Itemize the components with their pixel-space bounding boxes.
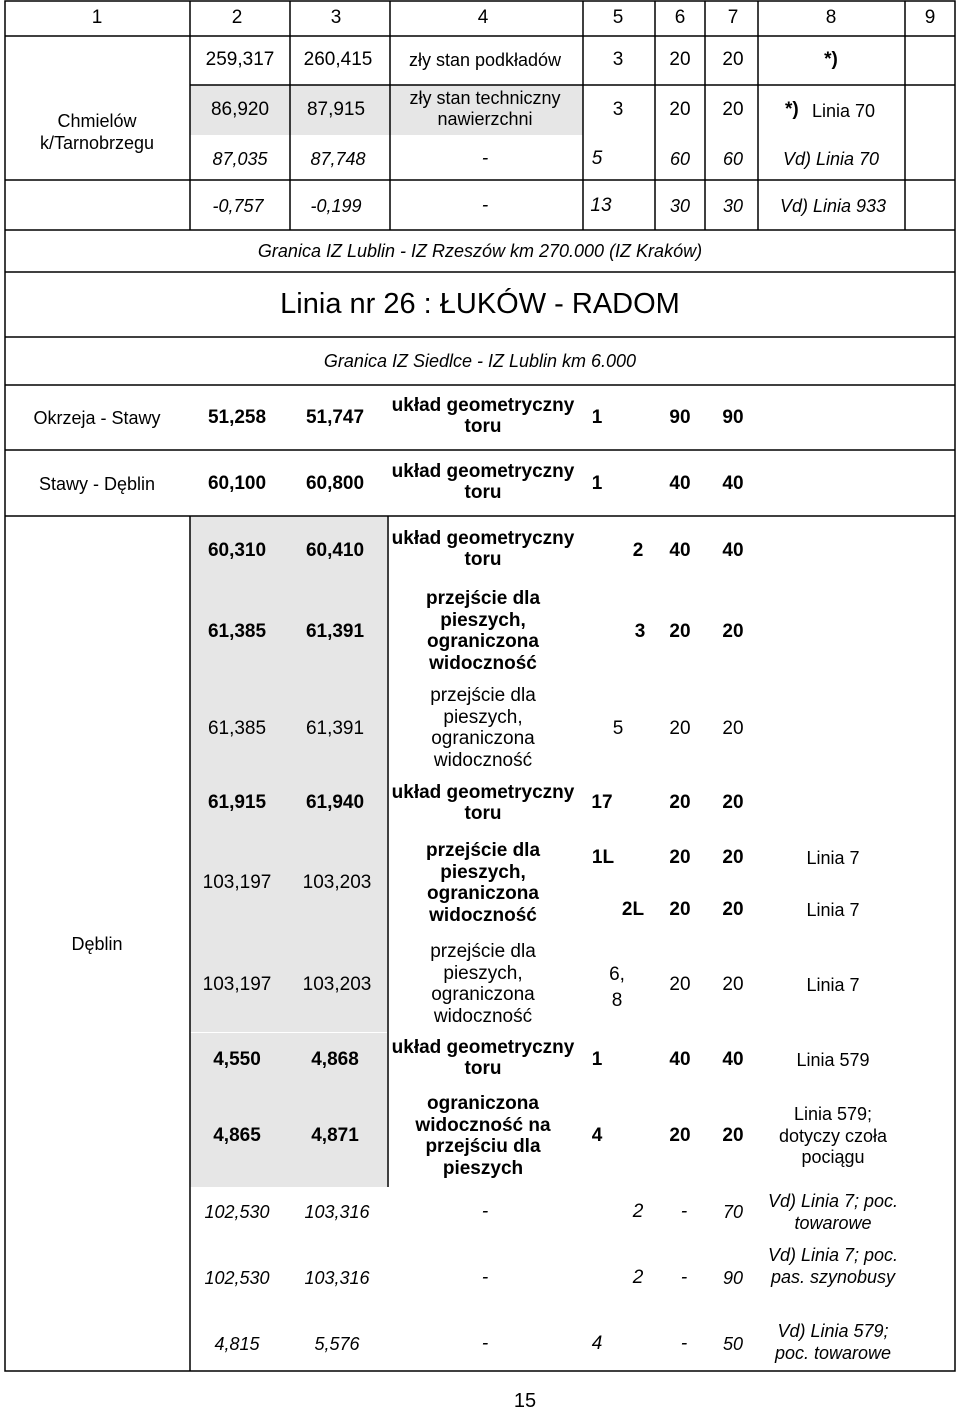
km-to: 103,316 [304, 1268, 370, 1288]
track: 3 [612, 49, 624, 70]
speed-2: 20 [722, 621, 744, 642]
km-to: 61,391 [305, 621, 365, 642]
header-col-6: 6 [674, 7, 686, 28]
km-from: 4,550 [213, 1049, 261, 1070]
speed-2: 40 [722, 540, 744, 561]
km-from: 4,865 [213, 1125, 261, 1146]
speed-2: 20 [722, 99, 744, 120]
reason: układ geometryczny toru [391, 782, 575, 824]
speed-1: 20 [669, 1125, 691, 1146]
header-col-8: 8 [825, 7, 837, 28]
reason: układ geometryczny toru [391, 1037, 575, 1079]
reason: układ geometryczny toru [391, 395, 575, 437]
reason: zły stan techniczny nawierzchni [409, 88, 561, 129]
km-from: -0,757 [212, 196, 264, 216]
km-to: 5,576 [314, 1334, 360, 1354]
km-from: 87,035 [212, 149, 268, 169]
km-from: 60,100 [207, 473, 267, 494]
track: 1 [591, 1049, 603, 1070]
header-col-4: 4 [477, 7, 489, 28]
reason: przejście dla pieszych, ograniczona widoczność [425, 588, 541, 674]
station-stawy: Stawy - Dęblin [38, 474, 156, 494]
km-from: 51,258 [207, 407, 267, 428]
header-col-9: 9 [924, 7, 936, 28]
note: Vd) Linia 70 [782, 149, 880, 169]
speed-1: 40 [669, 540, 691, 561]
track: 2 [632, 1201, 644, 1222]
track: 5 [591, 148, 603, 169]
km-to: 61,391 [305, 718, 365, 739]
reason: - [481, 195, 489, 216]
km-from: 4,815 [214, 1334, 260, 1354]
reason: - [481, 1333, 489, 1354]
track: 1L [591, 847, 615, 868]
km-from: 86,920 [210, 99, 270, 120]
reason: ograniczona widoczność na przejściu dla pieszych [415, 1093, 551, 1179]
border-note-1: Granica IZ Lublin - IZ Rzeszów km 270.000 (IZ Kraków) [257, 241, 703, 261]
note: Linia 7 [806, 848, 860, 868]
line-title: Linia nr 26 : ŁUKÓW - RADOM [280, 288, 680, 320]
speed-1: 20 [669, 621, 691, 642]
reason: przejście dla pieszych, ograniczona widoczność [430, 685, 536, 771]
header-col-2: 2 [231, 7, 243, 28]
note: Linia 7 [806, 975, 860, 995]
km-from: 259,317 [205, 49, 275, 70]
station-okrzeja: Okrzeja - Stawy [33, 408, 161, 428]
station-deblin: Dęblin [71, 934, 123, 954]
km-to: 51,747 [305, 407, 365, 428]
page-number: 15 [513, 1390, 537, 1412]
speed-1: 20 [669, 847, 691, 868]
reason: układ geometryczny toru [391, 528, 575, 570]
reason: - [481, 1201, 489, 1222]
speed-2: 20 [722, 792, 744, 813]
reason: - [481, 148, 489, 169]
speed-1: - [680, 1267, 688, 1288]
reason: przejście dla pieszych, ograniczona widoczność [425, 840, 541, 926]
speed-2: 40 [722, 473, 744, 494]
track: 13 [590, 195, 612, 216]
speed-2: 20 [722, 49, 744, 70]
track: 3 [612, 99, 624, 120]
border-note-2: Granica IZ Siedlce - IZ Lublin km 6.000 [323, 351, 637, 371]
speed-1: 60 [669, 149, 691, 169]
track-2: 2L [621, 899, 645, 920]
speed-1: 20 [669, 974, 691, 995]
speed-1: 20 [669, 99, 691, 120]
reason: - [481, 1267, 489, 1288]
reason: zły stan podkładów [408, 50, 562, 70]
note-mark: *) [785, 99, 799, 120]
km-to: 4,868 [311, 1049, 359, 1070]
speed-1: 40 [669, 1049, 691, 1070]
reason: układ geometryczny toru [391, 461, 575, 503]
km-to: -0,199 [310, 196, 362, 216]
speed-2: 30 [722, 196, 744, 216]
speed-2: 20 [722, 974, 744, 995]
header-col-1: 1 [91, 7, 103, 28]
speed-2: 70 [722, 1202, 744, 1222]
speed-1: 20 [669, 792, 691, 813]
track: 4 [591, 1333, 603, 1354]
km-to: 87,915 [306, 99, 366, 120]
speed-2: 50 [722, 1334, 744, 1354]
km-from: 103,197 [202, 872, 272, 893]
km-to: 4,871 [311, 1125, 359, 1146]
speed-2: 20 [722, 1125, 744, 1146]
track: 2 [632, 1267, 644, 1288]
header-col-5: 5 [612, 7, 624, 28]
km-to: 60,410 [305, 540, 365, 561]
km-to: 61,940 [305, 792, 365, 813]
km-to: 260,415 [303, 49, 373, 70]
track: 3 [634, 621, 646, 642]
km-from: 61,385 [207, 621, 267, 642]
note: Vd) Linia 579; poc. towarowe [774, 1321, 892, 1363]
track: 1 [591, 407, 603, 428]
km-to: 103,203 [302, 872, 372, 893]
header-col-7: 7 [727, 7, 739, 28]
station-chmielow: Chmielów k/Tarnobrzegu [39, 111, 155, 153]
speed-1: - [680, 1201, 688, 1222]
note-2: Linia 7 [806, 900, 860, 920]
km-from: 102,530 [204, 1202, 270, 1222]
track: 5 [612, 718, 624, 739]
km-to: 103,316 [304, 1202, 370, 1222]
header-col-3: 3 [330, 7, 342, 28]
speed-1: 20 [669, 718, 691, 739]
reason: przejście dla pieszych, ograniczona widoczność [430, 941, 536, 1027]
km-from: 60,310 [207, 540, 267, 561]
speed-1b: 20 [669, 899, 691, 920]
speed-1: 40 [669, 473, 691, 494]
note: Vd) Linia 933 [779, 196, 887, 216]
speed-2: 20 [722, 718, 744, 739]
speed-2b: 20 [722, 899, 744, 920]
note: Linia 70 [812, 101, 876, 121]
km-from: 102,530 [204, 1268, 270, 1288]
km-from: 103,197 [202, 974, 272, 995]
track: 2 [632, 540, 644, 561]
track: 17 [591, 792, 613, 813]
km-to: 103,203 [302, 974, 372, 995]
km-to: 87,748 [310, 149, 366, 169]
speed-1: 90 [669, 407, 691, 428]
note: Vd) Linia 7; poc. pas. szynobusy [767, 1245, 899, 1287]
speed-1: 20 [669, 49, 691, 70]
speed-1: - [680, 1333, 688, 1354]
note: Vd) Linia 7; poc. towarowe [767, 1191, 899, 1233]
speed-2: 90 [722, 407, 744, 428]
speed-2: 90 [722, 1268, 744, 1288]
speed-2: 40 [722, 1049, 744, 1070]
km-from: 61,385 [207, 718, 267, 739]
note: *) [824, 49, 838, 70]
speed-2: 20 [722, 847, 744, 868]
speed-1: 30 [669, 196, 691, 216]
track: 6, 8 [609, 964, 625, 1011]
note: Linia 579; dotyczy czoła pociągu [778, 1104, 888, 1167]
km-to: 60,800 [305, 473, 365, 494]
speed-2: 60 [722, 149, 744, 169]
track: 1 [591, 473, 603, 494]
km-from: 61,915 [207, 792, 267, 813]
track: 4 [591, 1125, 603, 1146]
note: Linia 579 [796, 1050, 870, 1070]
